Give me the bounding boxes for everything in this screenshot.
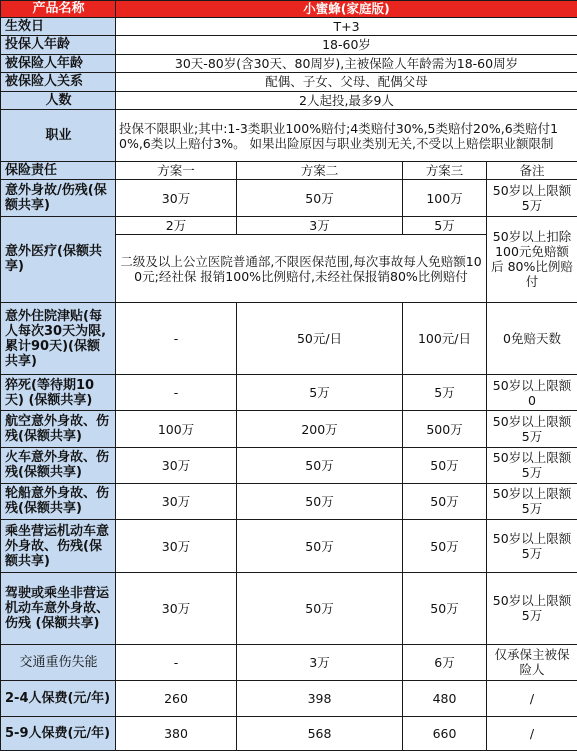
traffic-disability-plan-1: -: [116, 644, 237, 680]
headcount-value: 2人起投,最多9人: [116, 91, 577, 110]
headcount-label: 人数: [1, 91, 116, 110]
premium-5-9-note: /: [487, 716, 577, 750]
coverage-row-commercial-vehicle: [1, 519, 577, 573]
private-vehicle-plan-2: 50万: [237, 573, 403, 644]
aviation-label: 航空意外身故、伤残(保额共享): [1, 411, 116, 447]
commercial-vehicle-plan-3: 50万: [403, 519, 487, 573]
private-vehicle-plan-1: 30万: [116, 573, 237, 644]
coverage-row-traffic-disability: [1, 644, 577, 680]
info-row-relationship: [1, 73, 577, 92]
premium-row-5-9: [1, 716, 577, 750]
private-vehicle-note: 50岁以上限额5万: [487, 573, 577, 644]
train-plan-3: 50万: [403, 447, 487, 483]
premium-row-2-4: [1, 680, 577, 716]
train-label: 火车意外身故、伤残(保额共享): [1, 447, 116, 483]
insured-age-label: 被保险人年龄: [1, 54, 116, 73]
medical-plan-2: 3万: [237, 216, 403, 235]
premium-2-4-plan-3: 480: [403, 680, 487, 716]
applicant-age-value: 18-60岁: [116, 36, 577, 55]
medical-plan-3: 5万: [403, 216, 487, 235]
aviation-plan-2: 200万: [237, 411, 403, 447]
coverage-row-medical: [1, 216, 577, 235]
ship-note: 50岁以上限额5万: [487, 483, 577, 519]
aviation-plan-3: 500万: [403, 411, 487, 447]
sudden-death-note: 50岁以上限额0: [487, 375, 577, 411]
premium-5-9-label: 5-9人保费(元/年): [1, 716, 116, 750]
commercial-vehicle-label: 乘坐营运机动车意外身故、伤残(保额共享): [1, 519, 116, 573]
note-header: 备注: [487, 161, 577, 180]
coverage-row-accident: [1, 180, 577, 216]
info-row-occupation: [1, 110, 577, 162]
medical-description: 二级及以上公立医院普通部,不限医保范围,每次事故每人免赔额100元;经社保 报销100%比例赔付,未经社保报销80%比例赔付: [116, 235, 487, 303]
medical-plan-1: 2万: [116, 216, 237, 235]
commercial-vehicle-note: 50岁以上限额5万: [487, 519, 577, 573]
hospital-allowance-plan-1: -: [116, 303, 237, 375]
train-plan-2: 50万: [237, 447, 403, 483]
traffic-disability-plan-3: 6万: [403, 644, 487, 680]
plan-1-header: 方案一: [116, 161, 237, 180]
hospital-allowance-label: 意外住院津贴(每人每次30天为限,累计90天)(保额共享): [1, 303, 116, 375]
coverage-row-train: [1, 447, 577, 483]
traffic-disability-plan-2: 3万: [237, 644, 403, 680]
ship-plan-2: 50万: [237, 483, 403, 519]
medical-note: 50岁以上扣除100元免赔额后 80%比例赔付: [487, 216, 577, 303]
premium-5-9-plan-2: 568: [237, 716, 403, 750]
private-vehicle-plan-3: 50万: [403, 573, 487, 644]
premium-5-9-plan-1: 380: [116, 716, 237, 750]
sudden-death-plan-3: 5万: [403, 375, 487, 411]
premium-5-9-plan-3: 660: [403, 716, 487, 750]
accident-label: 意外身故/伤残(保额共享): [1, 180, 116, 216]
premium-2-4-plan-1: 260: [116, 680, 237, 716]
traffic-disability-note: 仅承保主被保险人: [487, 644, 577, 680]
coverage-row-private-vehicle: [1, 573, 577, 644]
accident-plan-2: 50万: [237, 180, 403, 216]
info-row-applicant-age: [1, 36, 577, 55]
sudden-death-plan-2: 5万: [237, 375, 403, 411]
hospital-allowance-plan-3: 100元/日: [403, 303, 487, 375]
premium-2-4-note: /: [487, 680, 577, 716]
commercial-vehicle-plan-2: 50万: [237, 519, 403, 573]
traffic-disability-label: 交通重伤失能: [1, 644, 116, 680]
plan-3-header: 方案三: [403, 161, 487, 180]
occupation-value: 投保不限职业;其中:1-3类职业100%赔付;4类赔付30%,5类赔付20%,6类赔付10%,6类以上赔付3%。 如果出险原因与职业类别无关,不受以上赔偿职业额限制: [116, 110, 577, 162]
insured-age-value: 30天-80岁(含30天、80周岁),主被保险人年龄需为18-60周岁: [116, 54, 577, 73]
plan-header-row: [1, 161, 577, 180]
medical-label: 意外医疗(保额共享): [1, 216, 116, 303]
train-note: 50岁以上限额5万: [487, 447, 577, 483]
sudden-death-plan-1: -: [116, 375, 237, 411]
effective-date-value: T+3: [116, 17, 577, 36]
relationship-value: 配偶、子女、父母、配偶父母: [116, 73, 577, 92]
relationship-label: 被保险人关系: [1, 73, 116, 92]
accident-plan-1: 30万: [116, 180, 237, 216]
product-name-row: [1, 1, 577, 18]
aviation-note: 50岁以上限额5万: [487, 411, 577, 447]
product-name-label: 产品名称: [1, 1, 116, 18]
coverage-header-label: 保险责任: [1, 161, 116, 180]
train-plan-1: 30万: [116, 447, 237, 483]
ship-plan-3: 50万: [403, 483, 487, 519]
occupation-label: 职业: [1, 110, 116, 162]
coverage-row-aviation: [1, 411, 577, 447]
hospital-allowance-note: 0免赔天数: [487, 303, 577, 375]
premium-2-4-label: 2-4人保费(元/年): [1, 680, 116, 716]
coverage-row-hospital-allowance: [1, 303, 577, 375]
coverage-row-ship: [1, 483, 577, 519]
commercial-vehicle-plan-1: 30万: [116, 519, 237, 573]
ship-label: 轮船意外身故、伤残(保额共享): [1, 483, 116, 519]
info-row-insured-age: [1, 54, 577, 73]
info-row-effective-date: [1, 17, 577, 36]
product-name-value: 小蜜蜂(家庭版): [116, 1, 577, 18]
plan-2-header: 方案二: [237, 161, 403, 180]
info-row-headcount: [1, 91, 577, 110]
ship-plan-1: 30万: [116, 483, 237, 519]
aviation-plan-1: 100万: [116, 411, 237, 447]
premium-2-4-plan-2: 398: [237, 680, 403, 716]
effective-date-label: 生效日: [1, 17, 116, 36]
applicant-age-label: 投保人年龄: [1, 36, 116, 55]
hospital-allowance-plan-2: 50元/日: [237, 303, 403, 375]
accident-note: 50岁以上限额5万: [487, 180, 577, 216]
sudden-death-label: 猝死(等待期10天) (保额共享): [1, 375, 116, 411]
private-vehicle-label: 驾驶或乘坐非营运机动车意外身故、伤残 (保额共享): [1, 573, 116, 644]
accident-plan-3: 100万: [403, 180, 487, 216]
coverage-row-sudden-death: [1, 375, 577, 411]
